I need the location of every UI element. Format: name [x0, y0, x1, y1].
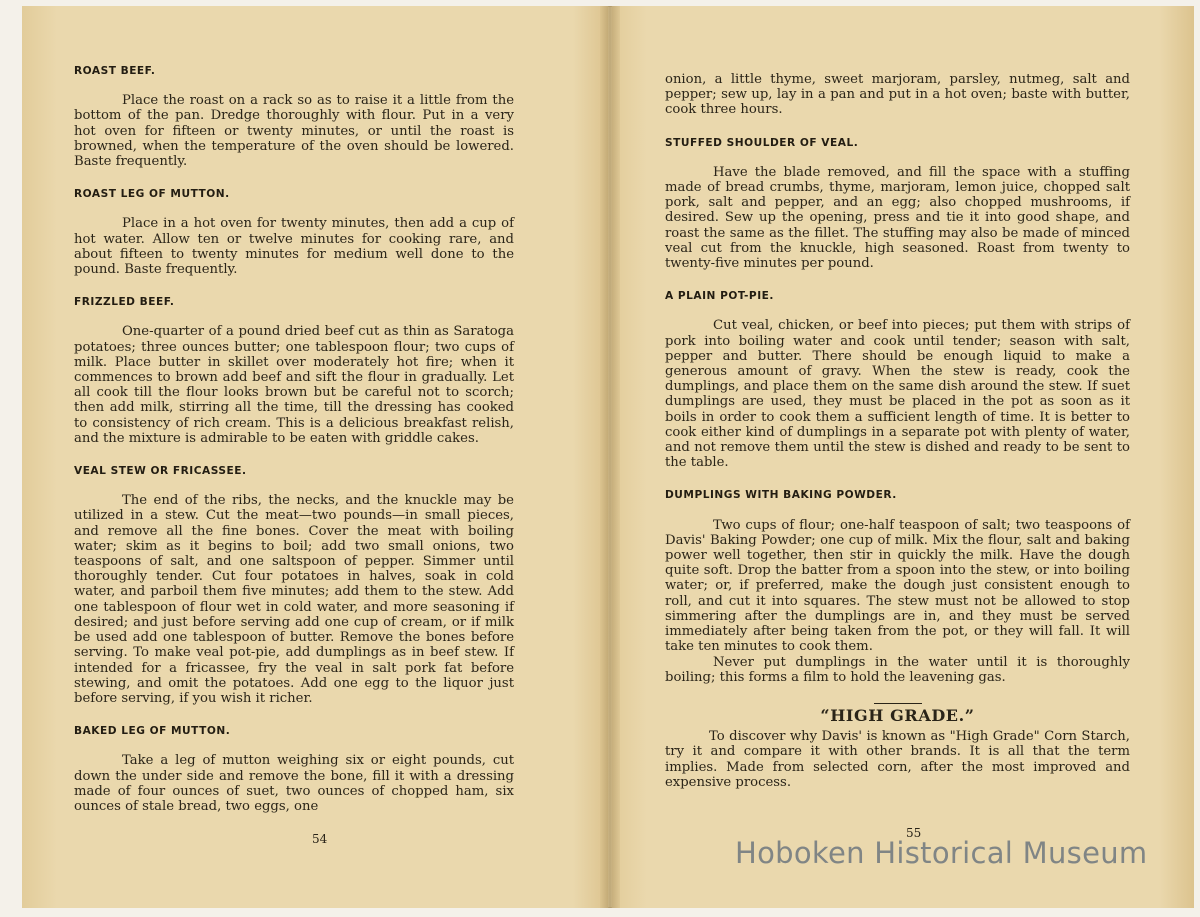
heading-frizzled-beef: FRIZZLED BEEF. — [74, 296, 175, 309]
recipe-dumplings: Two cups of flour; one-half teaspoon of salt; two teaspoons of Davis' Baking Powder; one cup of milk. Mix the flour, salt and baking power well together, then stir in quickly the milk. Have the dough quite soft. Drop the batter from a spoon into the stew, or into boiling water; or, if preferred, make the dough just consistent enough to roll, and cut it into squares. The stew must not be allowed to stop simmering after the dumplings are in, and they must be served immediately after being taken from the pot, or they will fall. It will take ten minutes to cook them. — [665, 517, 1130, 655]
recipe-stuffed-shoulder-of-veal: Have the blade removed, and fill the space with a stuffing made of bread crumbs, thyme, marjoram, lemon juice, chopped salt pork, salt and pepper, and an egg; also chopped mushrooms, if desired. Sew up the opening, press and tie it into good shape, and roast the same as the fillet. The stuffing may also be made of minced veal cut from the knuckle, high seasoned. Roast from twenty to twenty-five minutes per pound. — [665, 164, 1130, 272]
right-page-text — [665, 72, 1130, 808]
heading-stuffed-shoulder-of-veal: STUFFED SHOULDER OF VEAL. — [665, 136, 859, 149]
ad-title: “HIGH GRADE.” — [820, 705, 975, 725]
recipe-veal-stew: The end of the ribs, the necks, and the knuckle may be utilized in a stew. Cut the meat—two pounds—in small pieces, and remove all the fine bones. Cover the meat with boiling water; skim as it begins to boil; add two small onions, two teaspoons of salt, and one saltspoon of pepper. Simmer until thoroughly tender. Cut four potatoes in halves, soak in cold water, and parboil them five minutes; add them to the stew. Add one tablespoon of flour wet in cold water, and more seasoning if desired; and just before serving add one cup of cream, or if milk be used add one tablespoon of butter. Remove the bones before serving. To make veal pot-pie, add dumplings as in beef stew. If intended for a fricassee, fry the veal in salt pork fat before stewing, and omit the potatoes. Add one egg to the liquor just before serving, if you wish it richer. — [74, 493, 514, 706]
heading-plain-pot-pie: A PLAIN POT-PIE. — [665, 290, 774, 303]
ad-title-rule — [874, 703, 922, 704]
dumplings-note: Never put dumplings in the water until it is thoroughly boiling; this forms a film to hold the leavening gas. — [665, 654, 1130, 685]
left-page-text — [74, 64, 514, 818]
heading-dumplings: DUMPLINGS WITH BAKING POWDER. — [665, 489, 897, 502]
ad-body: To discover why Davis' is known as "High Grade" Corn Starch, try it and compare it with other brands. It is all that the term implies. Made from selected corn, after the most improved and expensive process. — [665, 729, 1130, 790]
heading-roast-leg-of-mutton: ROAST LEG OF MUTTON. — [74, 188, 230, 201]
recipe-frizzled-beef: One-quarter of a pound dried beef cut as thin as Saratoga potatoes; three ounces butter; one tablespoon flour; two cups of milk. Place butter in skillet over moderately hot fire; when it commences to brown add beef and sift the flour in gradually. Let all cook till the flour looks brown but be careful not to scorch; then add milk, stirring all the time, till the dressing has cooked to consistency of rich cream. This is a delicious breakfast relish, and the mixture is admirable to be eaten with griddle cakes. — [74, 324, 514, 446]
recipe-roast-beef: Place the roast on a rack so as to raise it a little from the bottom of the pan. Dredge thoroughly with flour. Put in a very hot oven for fifteen or twenty minutes, or until the roast is browned, when the temperature of the oven should be lowered. Baste frequently. — [74, 93, 514, 170]
recipe-baked-leg-of-mutton: Take a leg of mutton weighing six or eight pounds, cut down the under side and remove the bone, fill it with a dressing made of four ounces of suet, two ounces of chopped ham, six ounces of stale bread, two eggs, one — [74, 753, 514, 814]
recipe-continuation: onion, a little thyme, sweet marjoram, parsley, nutmeg, salt and pepper; sew up, lay in a pan and put in a hot oven; baste with butter, cook three hours. — [665, 72, 1130, 118]
recipe-roast-leg-of-mutton: Place in a hot oven for twenty minutes, then add a cup of hot water. Allow ten or twelve minutes for cooking rare, and about fifteen to twenty minutes for medium well done to the pound. Baste frequently. — [74, 216, 514, 278]
heading-veal-stew: VEAL STEW OR FRICASSEE. — [74, 465, 247, 478]
page-number-right: 55 — [906, 826, 922, 840]
page-number-left: 54 — [312, 832, 328, 846]
ad-title-block — [665, 703, 1130, 723]
museum-watermark: Hoboken Historical Museum — [735, 836, 1148, 870]
heading-baked-leg-of-mutton: BAKED LEG OF MUTTON. — [74, 725, 231, 738]
heading-roast-beef: ROAST BEEF. — [74, 65, 156, 77]
recipe-plain-pot-pie: Cut veal, chicken, or beef into pieces; put them with strips of pork into boiling water and cook until tender; season with salt, pepper and butter. There should be enough liquid to make a generous amount of gravy. When the stew is ready, cook the dumplings, and place them on the same dish around the stew. If suet dumplings are used, they must be placed in the pot as soon as it boils in order to cook them a sufficient length of time. It is better to cook either kind of dumplings in a separate pot with plenty of water, and not remove them until the stew is dished and ready to be sent to the table. — [665, 318, 1130, 471]
book-gutter — [600, 6, 620, 908]
